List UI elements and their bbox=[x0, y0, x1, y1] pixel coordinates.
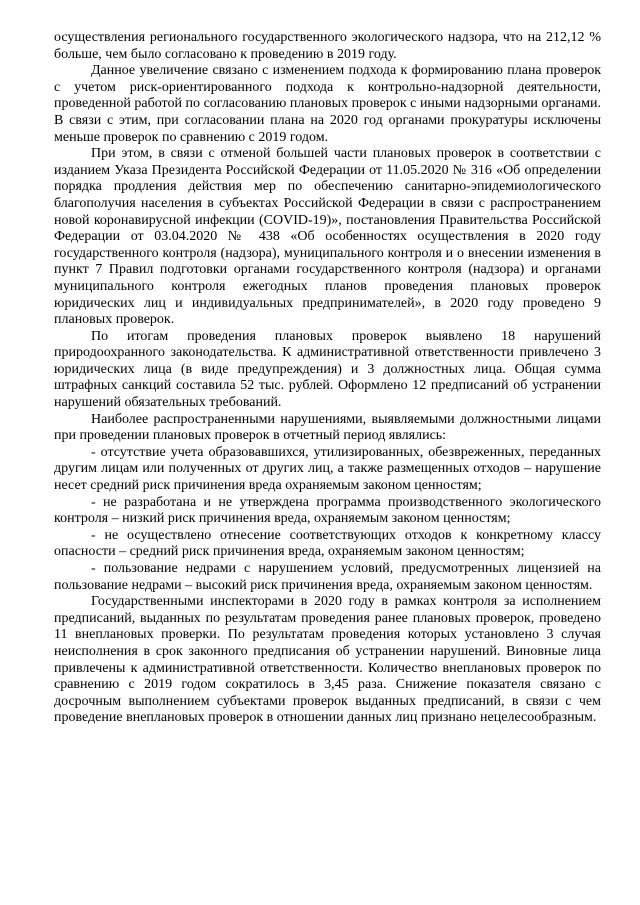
list-item-hazard-class: - не осуществлено отнесение соответствующих отходов к конкретному классу опасности – средний риск причинения вреда, охраняемым законом ценностям; bbox=[54, 527, 601, 560]
document-page bbox=[54, 30, 601, 727]
paragraph-unscheduled-inspections: Государственными инспекторами в 2020 году в рамках контроля за исполнением предписаний, выданных по результатам проведения ранее плановых проверок, проведено 11 внеплановых проверки. По результатам проведения которых установлено 3 случая неисполнения в срок законного предписания об устранении нарушений. Виновные лица привлечены к административной ответственности. Количество внеплановых проверок по сравнению с 2019 годом сократилось в 3,45 раза. Снижение показателя связано с досрочным выполнением субъектами проверок выданных предписаний, в связи с чем проведение внеплановых проверок в отношении данных лиц признано нецелесообразным. bbox=[54, 594, 601, 726]
paragraph-inspection-results: По итогам проведения плановых проверок выявлено 18 нарушений природоохранного законодательства. К административной ответственности привлечено 3 юридических лица (в виде предупреждения) и 3 должностных лица. Общая сумма штрафных санкций составила 52 тыс. рублей. Оформлено 12 предписаний об устранении нарушений обязательных требований. bbox=[54, 328, 601, 411]
list-item-subsoil-use: - пользование недрами с нарушением условий, предусмотренных лицензией на пользование недрами – высокий риск причинения вреда, охраняемым законом ценностям. bbox=[54, 561, 601, 593]
list-item-environmental-control-program: - не разработана и не утверждена программа производственного экологического контроля – низкий риск причинения вреда, охраняемым законом ценностям; bbox=[54, 494, 601, 527]
paragraph-plan-increase: Данное увеличение связано с изменением подхода к формированию плана проверок с учетом риск-ориентированного подхода к контрольно-надзорной деятельности, проведенной работой по согласованию плановых проверок с иными надзорными органами. В связи с этим, при согласовании плана на 2020 год органами прокуратуры исключены меньше проверок по сравнению с 2019 годом. bbox=[54, 63, 601, 145]
paragraph-continuation: осуществления регионального государственного экологического надзора, что на 212,12 % больше, чем было согласовано к проведению в 2019 году. bbox=[54, 30, 601, 62]
paragraph-cancelled-inspections: При этом, в связи с отменой большей части плановых проверок в соответствии с изданием Указа Президента Российской Федерации от 11.05.2020 № 316 «Об определении порядка продления действия мер по обеспечению санитарно-эпидемиологического благополучия населения в субъектах Российской Федерации в связи с распространением новой коронавирусной инфекции (COVID-19)», постановления Правительства Российской Федерации от 03.04.2020 № 438 «Об особенностях осуществления в 2020 году государственного контроля (надзора), муниципального контроля и о внесении изменения в пункт 7 Правил подготовки органами государственного контроля (надзора) и органами муниципального контроля ежегодных планов проведения плановых проверок юридических лиц и индивидуальных предпринимателей», в 2020 году проведено 9 плановых проверок. bbox=[54, 146, 601, 328]
list-item-waste-accounting: - отсутствие учета образовавшихся, утилизированных, обезвреженных, переданных другим лицам или полученных от других лиц, а также размещенных отходов – нарушение несет средний риск причинения вреда охраняемым законом ценностям; bbox=[54, 444, 601, 494]
paragraph-common-violations-intro: Наиболее распространенными нарушениями, выявляемыми должностными лицами при проведении плановых проверок в отчетный период являлись: bbox=[54, 411, 601, 444]
